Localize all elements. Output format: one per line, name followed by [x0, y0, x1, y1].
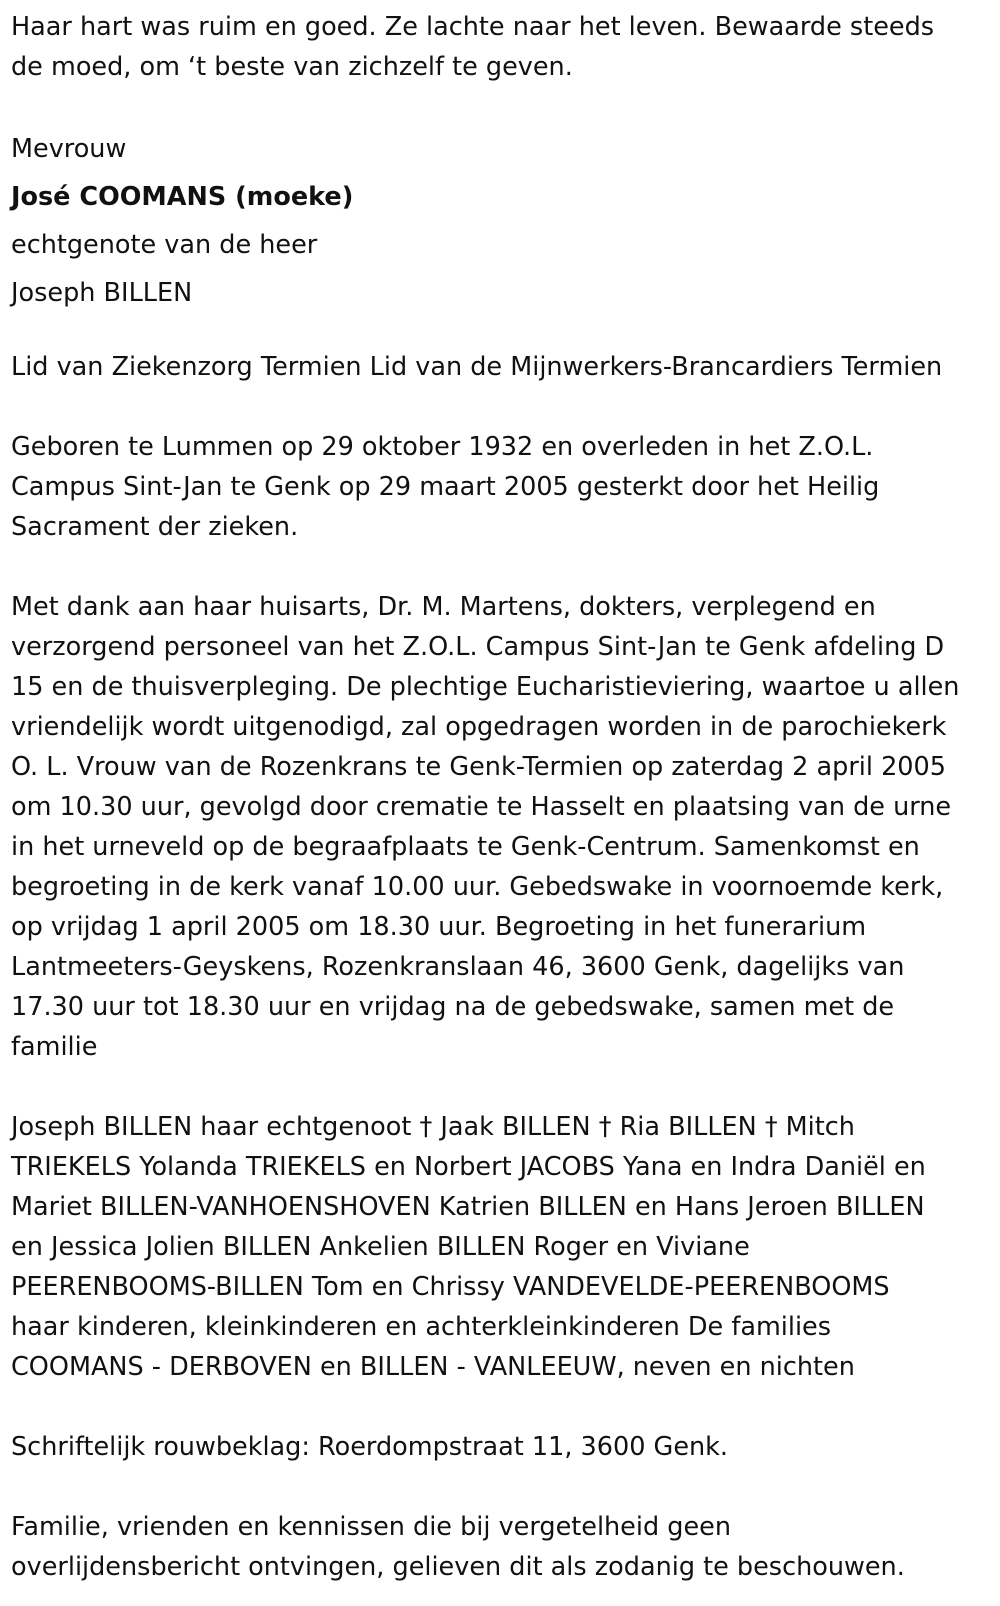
motto	[11, 7, 989, 87]
paragraph-line: TRIEKELS Yolanda TRIEKELS en Norbert JACOBS Yana en Indra Daniël en	[11, 1152, 926, 1182]
family-paragraph	[11, 1107, 989, 1387]
birth-death-paragraph	[11, 427, 989, 547]
paragraph-line: begroeting in de kerk vanaf 10.00 uur. Gebedswake in voornoemde kerk,	[11, 872, 944, 902]
paragraph-line: Lantmeeters-Geyskens, Rozenkranslaan 46, 3600 Genk, dagelijks van	[11, 952, 905, 982]
memberships	[11, 347, 989, 387]
paragraph-line: verzorgend personeel van het Z.O.L. Campus Sint-Jan te Genk afdeling D	[11, 632, 945, 662]
condolence-text: Schriftelijk rouwbeklag: Roerdompstraat 11, 3600 Genk.	[11, 1432, 729, 1462]
paragraph-line: in het urneveld op de begraafplaats te Genk-Centrum. Samenkomst en	[11, 832, 920, 862]
paragraph-line: Mariet BILLEN-VANHOENSHOVEN Katrien BILLEN en Hans Jeroen BILLEN	[11, 1192, 925, 1222]
relation-text: echtgenote van de heer	[11, 230, 318, 260]
paragraph-line: Familie, vrienden en kennissen die bij vergetelheid geen	[11, 1512, 731, 1542]
paragraph-line: haar kinderen, kleinkinderen en achterkleinkinderen De families	[11, 1312, 832, 1342]
paragraph-line: Sacrament der zieken.	[11, 512, 299, 542]
paragraph-line: PEERENBOOMS-BILLEN Tom en Chrissy VANDEVELDE-PEERENBOOMS	[11, 1272, 890, 1302]
paragraph-line: O. L. Vrouw van de Rozenkrans te Genk-Termien op zaterdag 2 april 2005	[11, 752, 946, 782]
paragraph-line: Joseph BILLEN haar echtgenoot † Jaak BILLEN † Ria BILLEN † Mitch	[11, 1112, 855, 1142]
paragraph-line: Met dank aan haar huisarts, Dr. M. Martens, dokters, verplegend en	[11, 592, 876, 622]
motto-line: Haar hart was ruim en goed. Ze lachte naar het leven. Bewaarde steeds	[11, 12, 935, 42]
paragraph-line: familie	[11, 1032, 98, 1062]
paragraph-line: om 10.30 uur, gevolgd door crematie te Hasselt en plaatsing van de urne	[11, 792, 952, 822]
paragraph-line: 15 en de thuisverpleging. De plechtige Eucharistieviering, waartoe u allen	[11, 672, 960, 702]
motto-line: de moed, om ‘t beste van zichzelf te geven.	[11, 52, 573, 82]
paragraph-line: vriendelijk wordt uitgenodigd, zal opgedragen worden in de parochiekerk	[11, 712, 947, 742]
salutation: Mevrouw	[11, 134, 127, 164]
death-notice	[11, 7, 989, 1587]
spouse-name: Joseph BILLEN	[11, 278, 193, 308]
paragraph-line: overlijdensbericht ontvingen, gelieven dit als zodanig te beschouwen.	[11, 1552, 905, 1582]
memberships-text: Lid van Ziekenzorg Termien Lid van de Mijnwerkers-Brancardiers Termien	[11, 352, 943, 382]
paragraph-line: 17.30 uur tot 18.30 uur en vrijdag na de gebedswake, samen met de	[11, 992, 895, 1022]
paragraph-line: Campus Sint-Jan te Genk op 29 maart 2005 gesterkt door het Heilig	[11, 472, 880, 502]
thanks-and-service-paragraph	[11, 587, 989, 1067]
paragraph-line: op vrijdag 1 april 2005 om 18.30 uur. Begroeting in het funerarium	[11, 912, 867, 942]
condolence-address	[11, 1427, 989, 1467]
closing-paragraph	[11, 1507, 989, 1587]
deceased-block	[11, 125, 989, 317]
paragraph-line: en Jessica Jolien BILLEN Ankelien BILLEN Roger en Viviane	[11, 1232, 750, 1262]
deceased-name: José COOMANS (moeke)	[11, 182, 354, 212]
paragraph-line: COOMANS - DERBOVEN en BILLEN - VANLEEUW, neven en nichten	[11, 1352, 855, 1382]
paragraph-line: Geboren te Lummen op 29 oktober 1932 en overleden in het Z.O.L.	[11, 432, 874, 462]
